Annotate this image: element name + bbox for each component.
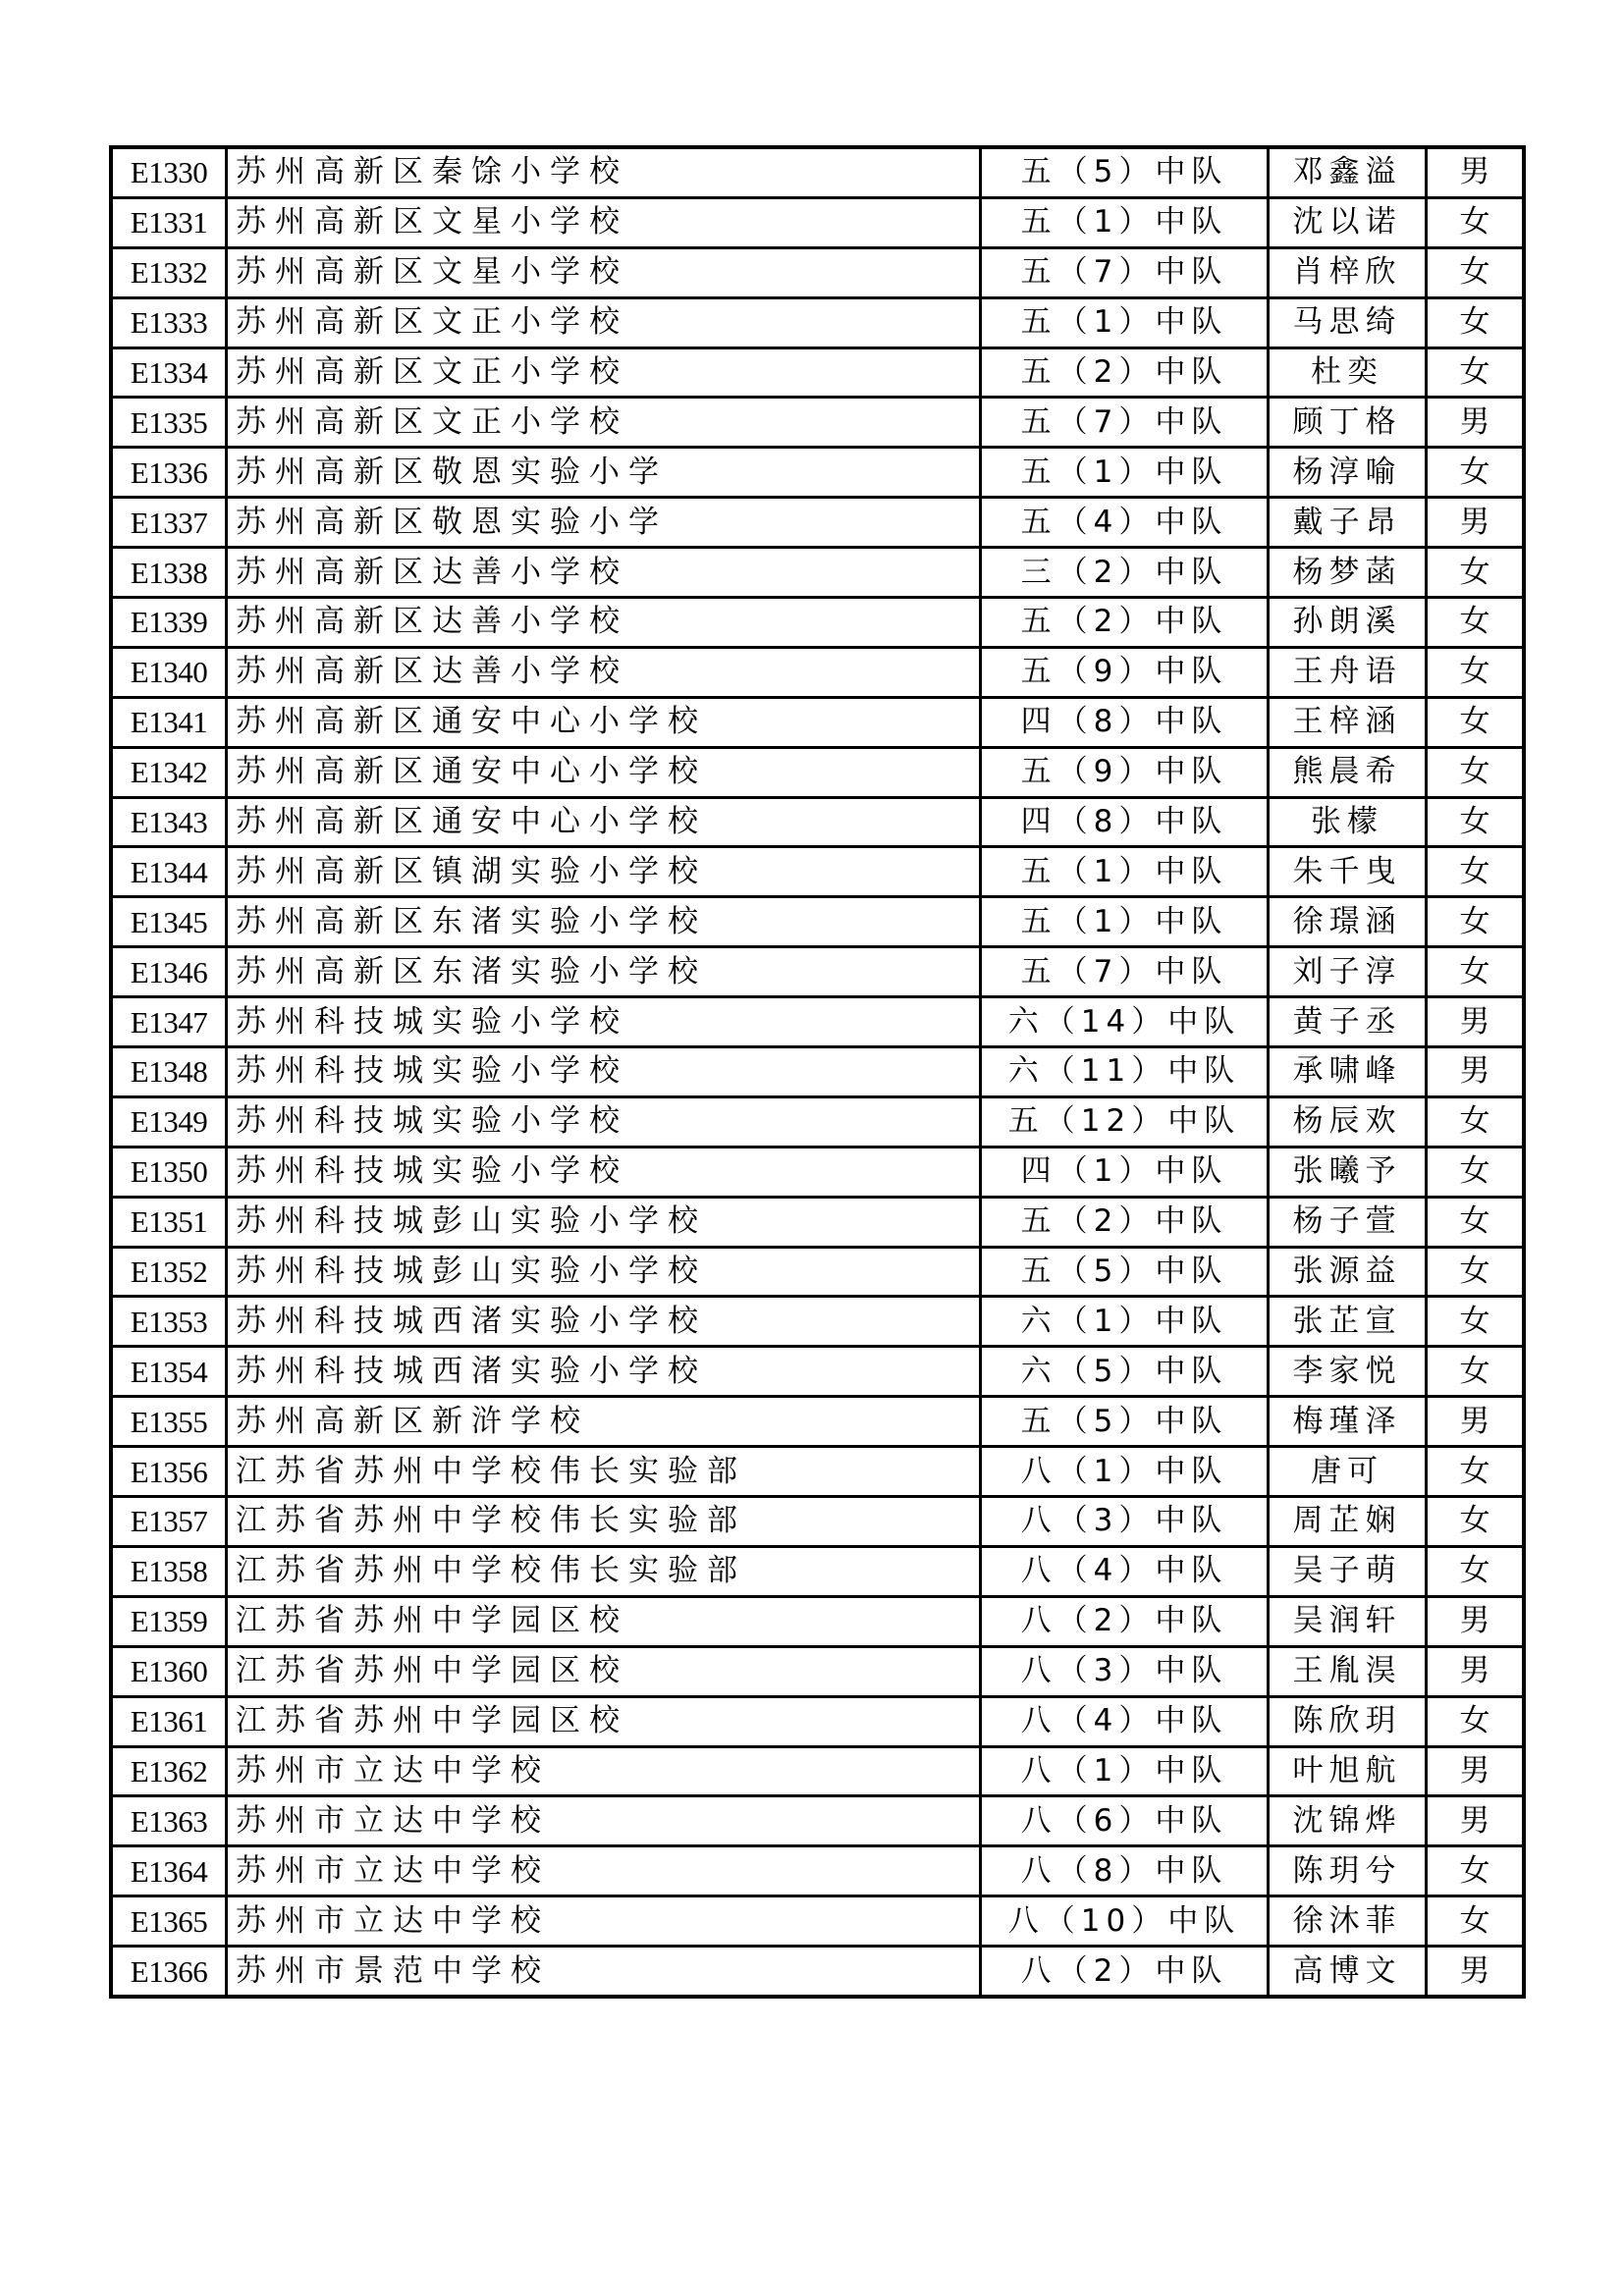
entry-id-cell: E1356 xyxy=(111,1447,227,1497)
school-cell: 江苏省苏州中学园区校 xyxy=(227,1596,981,1646)
school-cell: 苏州高新区东渚实验小学校 xyxy=(227,947,981,997)
gender-cell: 女 xyxy=(1427,897,1525,947)
class-cell: 八（1）中队 xyxy=(981,1447,1269,1497)
roster-body xyxy=(111,147,1524,1997)
class-cell: 八（8）中队 xyxy=(981,1846,1269,1896)
entry-id-cell: E1341 xyxy=(111,697,227,747)
school-cell: 苏州高新区敬恩实验小学 xyxy=(227,498,981,548)
school-cell: 苏州高新区秦馀小学校 xyxy=(227,147,981,197)
entry-id-cell: E1358 xyxy=(111,1546,227,1596)
class-cell: 八（6）中队 xyxy=(981,1796,1269,1846)
school-cell: 苏州高新区文星小学校 xyxy=(227,197,981,247)
student-roster-table xyxy=(109,145,1526,1999)
class-cell: 六（1）中队 xyxy=(981,1297,1269,1347)
class-cell: 五（1）中队 xyxy=(981,297,1269,347)
student-name-cell: 杨辰欢 xyxy=(1269,1096,1427,1147)
table-row xyxy=(111,1846,1524,1896)
table-row xyxy=(111,697,1524,747)
entry-id-cell: E1357 xyxy=(111,1497,227,1547)
gender-cell: 女 xyxy=(1427,1546,1525,1596)
table-row xyxy=(111,1896,1524,1947)
student-name-cell: 唐可 xyxy=(1269,1447,1427,1497)
gender-cell: 女 xyxy=(1427,947,1525,997)
student-name-cell: 杨子萱 xyxy=(1269,1197,1427,1247)
entry-id-cell: E1359 xyxy=(111,1596,227,1646)
table-row xyxy=(111,1696,1524,1746)
school-cell: 苏州市立达中学校 xyxy=(227,1746,981,1796)
school-cell: 苏州高新区达善小学校 xyxy=(227,598,981,648)
gender-cell: 男 xyxy=(1427,147,1525,197)
entry-id-cell: E1364 xyxy=(111,1846,227,1896)
student-name-cell: 王胤淏 xyxy=(1269,1646,1427,1696)
entry-id-cell: E1342 xyxy=(111,747,227,797)
class-cell: 四（8）中队 xyxy=(981,697,1269,747)
student-name-cell: 李家悦 xyxy=(1269,1347,1427,1397)
gender-cell: 女 xyxy=(1427,347,1525,398)
class-cell: 八（3）中队 xyxy=(981,1497,1269,1547)
gender-cell: 女 xyxy=(1427,1197,1525,1247)
school-cell: 苏州高新区镇湖实验小学校 xyxy=(227,847,981,897)
school-cell: 苏州高新区通安中心小学校 xyxy=(227,747,981,797)
gender-cell: 女 xyxy=(1427,697,1525,747)
table-row xyxy=(111,1947,1524,1997)
entry-id-cell: E1348 xyxy=(111,1047,227,1097)
class-cell: 三（2）中队 xyxy=(981,548,1269,598)
gender-cell: 女 xyxy=(1427,247,1525,297)
student-name-cell: 叶旭航 xyxy=(1269,1746,1427,1796)
gender-cell: 女 xyxy=(1427,297,1525,347)
gender-cell: 男 xyxy=(1427,1796,1525,1846)
class-cell: 八（4）中队 xyxy=(981,1696,1269,1746)
student-name-cell: 承啸峰 xyxy=(1269,1047,1427,1097)
gender-cell: 女 xyxy=(1427,1347,1525,1397)
entry-id-cell: E1360 xyxy=(111,1646,227,1696)
table-row xyxy=(111,1746,1524,1796)
table-row xyxy=(111,1247,1524,1297)
gender-cell: 男 xyxy=(1427,1746,1525,1796)
table-row xyxy=(111,897,1524,947)
class-cell: 五（1）中队 xyxy=(981,897,1269,947)
student-name-cell: 陈玥兮 xyxy=(1269,1846,1427,1896)
school-cell: 苏州科技城实验小学校 xyxy=(227,1096,981,1147)
table-row xyxy=(111,1596,1524,1646)
school-cell: 苏州市立达中学校 xyxy=(227,1896,981,1947)
entry-id-cell: E1330 xyxy=(111,147,227,197)
school-cell: 苏州科技城实验小学校 xyxy=(227,997,981,1047)
table-row xyxy=(111,1447,1524,1497)
entry-id-cell: E1352 xyxy=(111,1247,227,1297)
student-name-cell: 杨梦菡 xyxy=(1269,548,1427,598)
entry-id-cell: E1336 xyxy=(111,448,227,498)
entry-id-cell: E1339 xyxy=(111,598,227,648)
student-name-cell: 刘子淳 xyxy=(1269,947,1427,997)
student-name-cell: 肖梓欣 xyxy=(1269,247,1427,297)
gender-cell: 女 xyxy=(1427,1497,1525,1547)
class-cell: 五（12）中队 xyxy=(981,1096,1269,1147)
gender-cell: 女 xyxy=(1427,1696,1525,1746)
class-cell: 四（8）中队 xyxy=(981,797,1269,847)
entry-id-cell: E1340 xyxy=(111,647,227,697)
school-cell: 苏州高新区文正小学校 xyxy=(227,297,981,347)
table-row xyxy=(111,1397,1524,1447)
student-name-cell: 王舟语 xyxy=(1269,647,1427,697)
student-name-cell: 黄子丞 xyxy=(1269,997,1427,1047)
gender-cell: 男 xyxy=(1427,1646,1525,1696)
student-name-cell: 张源益 xyxy=(1269,1247,1427,1297)
class-cell: 五（1）中队 xyxy=(981,448,1269,498)
gender-cell: 女 xyxy=(1427,1297,1525,1347)
entry-id-cell: E1335 xyxy=(111,398,227,448)
table-row xyxy=(111,1796,1524,1846)
gender-cell: 女 xyxy=(1427,847,1525,897)
entry-id-cell: E1331 xyxy=(111,197,227,247)
table-row xyxy=(111,398,1524,448)
table-row xyxy=(111,1197,1524,1247)
table-row xyxy=(111,1497,1524,1547)
school-cell: 苏州高新区文星小学校 xyxy=(227,247,981,297)
school-cell: 江苏省苏州中学园区校 xyxy=(227,1696,981,1746)
entry-id-cell: E1344 xyxy=(111,847,227,897)
gender-cell: 男 xyxy=(1427,398,1525,448)
gender-cell: 女 xyxy=(1427,797,1525,847)
class-cell: 五（1）中队 xyxy=(981,197,1269,247)
school-cell: 苏州科技城西渚实验小学校 xyxy=(227,1347,981,1397)
table-row xyxy=(111,1096,1524,1147)
entry-id-cell: E1337 xyxy=(111,498,227,548)
entry-id-cell: E1361 xyxy=(111,1696,227,1746)
school-cell: 苏州市立达中学校 xyxy=(227,1846,981,1896)
school-cell: 苏州科技城实验小学校 xyxy=(227,1047,981,1097)
gender-cell: 女 xyxy=(1427,1147,1525,1197)
entry-id-cell: E1355 xyxy=(111,1397,227,1447)
school-cell: 苏州市景范中学校 xyxy=(227,1947,981,1997)
student-name-cell: 吴子萌 xyxy=(1269,1546,1427,1596)
school-cell: 苏州科技城西渚实验小学校 xyxy=(227,1297,981,1347)
gender-cell: 女 xyxy=(1427,548,1525,598)
student-name-cell: 熊晨希 xyxy=(1269,747,1427,797)
class-cell: 六（11）中队 xyxy=(981,1047,1269,1097)
entry-id-cell: E1333 xyxy=(111,297,227,347)
entry-id-cell: E1334 xyxy=(111,347,227,398)
table-row xyxy=(111,498,1524,548)
school-cell: 江苏省苏州中学校伟长实验部 xyxy=(227,1546,981,1596)
table-row xyxy=(111,647,1524,697)
entry-id-cell: E1345 xyxy=(111,897,227,947)
entry-id-cell: E1351 xyxy=(111,1197,227,1247)
table-row xyxy=(111,747,1524,797)
entry-id-cell: E1366 xyxy=(111,1947,227,1997)
entry-id-cell: E1362 xyxy=(111,1746,227,1796)
student-name-cell: 邓鑫溢 xyxy=(1269,147,1427,197)
school-cell: 江苏省苏州中学校伟长实验部 xyxy=(227,1497,981,1547)
student-name-cell: 张芷宣 xyxy=(1269,1297,1427,1347)
table-row xyxy=(111,598,1524,648)
gender-cell: 男 xyxy=(1427,997,1525,1047)
entry-id-cell: E1343 xyxy=(111,797,227,847)
class-cell: 五（2）中队 xyxy=(981,347,1269,398)
table-row xyxy=(111,797,1524,847)
table-row xyxy=(111,448,1524,498)
school-cell: 苏州高新区东渚实验小学校 xyxy=(227,897,981,947)
entry-id-cell: E1365 xyxy=(111,1896,227,1947)
school-cell: 苏州科技城彭山实验小学校 xyxy=(227,1197,981,1247)
student-name-cell: 梅瑾泽 xyxy=(1269,1397,1427,1447)
school-cell: 苏州高新区通安中心小学校 xyxy=(227,697,981,747)
student-name-cell: 顾丁格 xyxy=(1269,398,1427,448)
gender-cell: 女 xyxy=(1427,747,1525,797)
school-cell: 苏州高新区文正小学校 xyxy=(227,398,981,448)
entry-id-cell: E1353 xyxy=(111,1297,227,1347)
class-cell: 五（9）中队 xyxy=(981,747,1269,797)
school-cell: 苏州高新区新浒学校 xyxy=(227,1397,981,1447)
class-cell: 四（1）中队 xyxy=(981,1147,1269,1197)
gender-cell: 女 xyxy=(1427,598,1525,648)
school-cell: 苏州高新区通安中心小学校 xyxy=(227,797,981,847)
class-cell: 八（2）中队 xyxy=(981,1947,1269,1997)
student-name-cell: 朱千曳 xyxy=(1269,847,1427,897)
gender-cell: 男 xyxy=(1427,1397,1525,1447)
class-cell: 五（7）中队 xyxy=(981,247,1269,297)
table-row xyxy=(111,147,1524,197)
student-name-cell: 周芷娴 xyxy=(1269,1497,1427,1547)
school-cell: 苏州科技城彭山实验小学校 xyxy=(227,1247,981,1297)
class-cell: 八（2）中队 xyxy=(981,1596,1269,1646)
class-cell: 五（1）中队 xyxy=(981,847,1269,897)
entry-id-cell: E1346 xyxy=(111,947,227,997)
class-cell: 五（9）中队 xyxy=(981,647,1269,697)
gender-cell: 女 xyxy=(1427,1896,1525,1947)
school-cell: 江苏省苏州中学园区校 xyxy=(227,1646,981,1696)
table-row xyxy=(111,1546,1524,1596)
student-name-cell: 马思绮 xyxy=(1269,297,1427,347)
student-name-cell: 王梓涵 xyxy=(1269,697,1427,747)
table-row xyxy=(111,1646,1524,1696)
gender-cell: 女 xyxy=(1427,1247,1525,1297)
gender-cell: 女 xyxy=(1427,448,1525,498)
student-name-cell: 高博文 xyxy=(1269,1947,1427,1997)
class-cell: 八（3）中队 xyxy=(981,1646,1269,1696)
school-cell: 苏州高新区敬恩实验小学 xyxy=(227,448,981,498)
table-row xyxy=(111,997,1524,1047)
entry-id-cell: E1338 xyxy=(111,548,227,598)
student-name-cell: 孙朗溪 xyxy=(1269,598,1427,648)
gender-cell: 女 xyxy=(1427,1447,1525,1497)
table-row xyxy=(111,1047,1524,1097)
class-cell: 八（4）中队 xyxy=(981,1546,1269,1596)
table-row xyxy=(111,247,1524,297)
school-cell: 苏州高新区达善小学校 xyxy=(227,548,981,598)
class-cell: 五（5）中队 xyxy=(981,1397,1269,1447)
table-row xyxy=(111,1347,1524,1397)
entry-id-cell: E1332 xyxy=(111,247,227,297)
class-cell: 六（5）中队 xyxy=(981,1347,1269,1397)
class-cell: 五（7）中队 xyxy=(981,947,1269,997)
entry-id-cell: E1354 xyxy=(111,1347,227,1397)
gender-cell: 女 xyxy=(1427,1846,1525,1896)
gender-cell: 男 xyxy=(1427,498,1525,548)
class-cell: 八（1）中队 xyxy=(981,1746,1269,1796)
table-row xyxy=(111,847,1524,897)
school-cell: 苏州市立达中学校 xyxy=(227,1796,981,1846)
table-row xyxy=(111,1147,1524,1197)
student-name-cell: 张檬 xyxy=(1269,797,1427,847)
class-cell: 五（5）中队 xyxy=(981,147,1269,197)
class-cell: 五（7）中队 xyxy=(981,398,1269,448)
gender-cell: 女 xyxy=(1427,647,1525,697)
class-cell: 六（14）中队 xyxy=(981,997,1269,1047)
student-name-cell: 徐璟涵 xyxy=(1269,897,1427,947)
table-row xyxy=(111,297,1524,347)
table-row xyxy=(111,347,1524,398)
entry-id-cell: E1350 xyxy=(111,1147,227,1197)
entry-id-cell: E1349 xyxy=(111,1096,227,1147)
table-row xyxy=(111,1297,1524,1347)
gender-cell: 女 xyxy=(1427,1096,1525,1147)
gender-cell: 男 xyxy=(1427,1047,1525,1097)
class-cell: 五（2）中队 xyxy=(981,598,1269,648)
school-cell: 江苏省苏州中学校伟长实验部 xyxy=(227,1447,981,1497)
student-name-cell: 杜奕 xyxy=(1269,347,1427,398)
class-cell: 八（10）中队 xyxy=(981,1896,1269,1947)
student-name-cell: 沈锦烨 xyxy=(1269,1796,1427,1846)
student-name-cell: 戴子昂 xyxy=(1269,498,1427,548)
entry-id-cell: E1347 xyxy=(111,997,227,1047)
table-row xyxy=(111,947,1524,997)
table-row xyxy=(111,548,1524,598)
student-name-cell: 杨淳喻 xyxy=(1269,448,1427,498)
school-cell: 苏州高新区达善小学校 xyxy=(227,647,981,697)
school-cell: 苏州高新区文正小学校 xyxy=(227,347,981,398)
class-cell: 五（5）中队 xyxy=(981,1247,1269,1297)
student-name-cell: 张曦予 xyxy=(1269,1147,1427,1197)
student-name-cell: 徐沐菲 xyxy=(1269,1896,1427,1947)
gender-cell: 男 xyxy=(1427,1596,1525,1646)
student-name-cell: 陈欣玥 xyxy=(1269,1696,1427,1746)
student-name-cell: 沈以诺 xyxy=(1269,197,1427,247)
entry-id-cell: E1363 xyxy=(111,1796,227,1846)
school-cell: 苏州科技城实验小学校 xyxy=(227,1147,981,1197)
student-name-cell: 吴润轩 xyxy=(1269,1596,1427,1646)
gender-cell: 男 xyxy=(1427,1947,1525,1997)
class-cell: 五（2）中队 xyxy=(981,1197,1269,1247)
table-row xyxy=(111,197,1524,247)
gender-cell: 女 xyxy=(1427,197,1525,247)
class-cell: 五（4）中队 xyxy=(981,498,1269,548)
